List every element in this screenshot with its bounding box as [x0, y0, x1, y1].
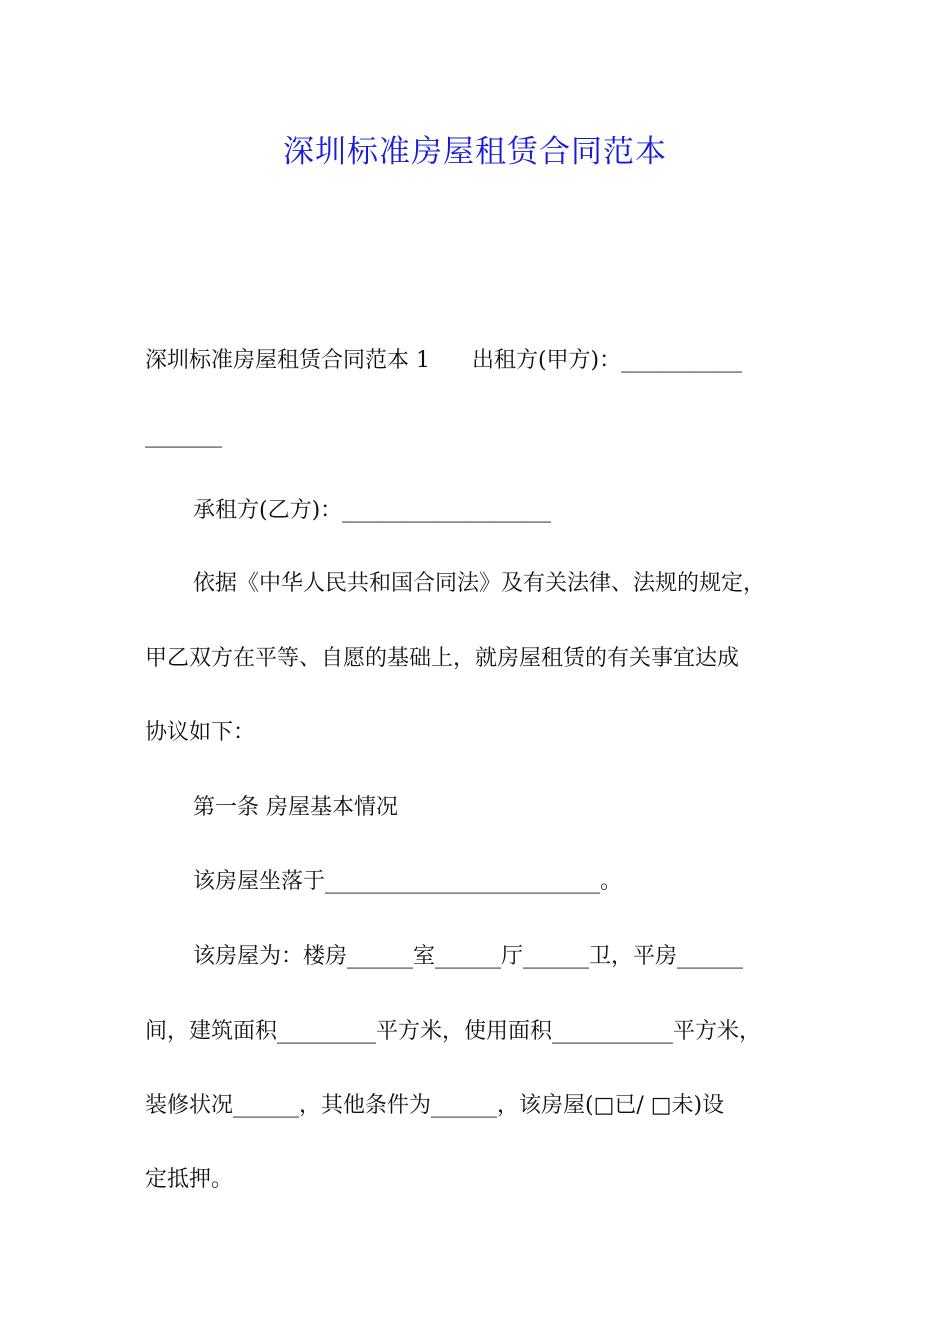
document-title: 深圳标准房屋租赁合同范本: [283, 134, 667, 170]
paragraph-line-1: 深圳标准房屋租赁合同范本 1 出租方(甲方)：___________: [145, 348, 743, 373]
paragraph-line-2: _______: [145, 423, 222, 448]
paragraph-line-4: 依据《中华人民共和国合同法》及有关法律、法规的规定，: [193, 571, 766, 596]
paragraph-line-5: 甲乙双方在平等、自愿的基础上，就房屋租赁的有关事宜达成: [145, 646, 740, 671]
paragraph-line-11: 装修状况______，其他条件为______，该房屋(□已/ □未)设: [145, 1093, 725, 1118]
paragraph-line-10: 间，建筑面积_________平方米，使用面积___________平方米，: [145, 1019, 762, 1044]
paragraph-line-3: 承租方(乙方)：___________________: [193, 498, 552, 523]
section-heading: 第一条 房屋基本情况: [193, 795, 398, 820]
paragraph-line-9: 该房屋为：楼房______室______厅______卫，平房______: [193, 944, 744, 969]
paragraph-line-8: 该房屋坐落于_________________________。: [193, 869, 623, 894]
paragraph-line-6: 协议如下：: [145, 720, 256, 745]
paragraph-line-12: 定抵押。: [145, 1167, 234, 1192]
